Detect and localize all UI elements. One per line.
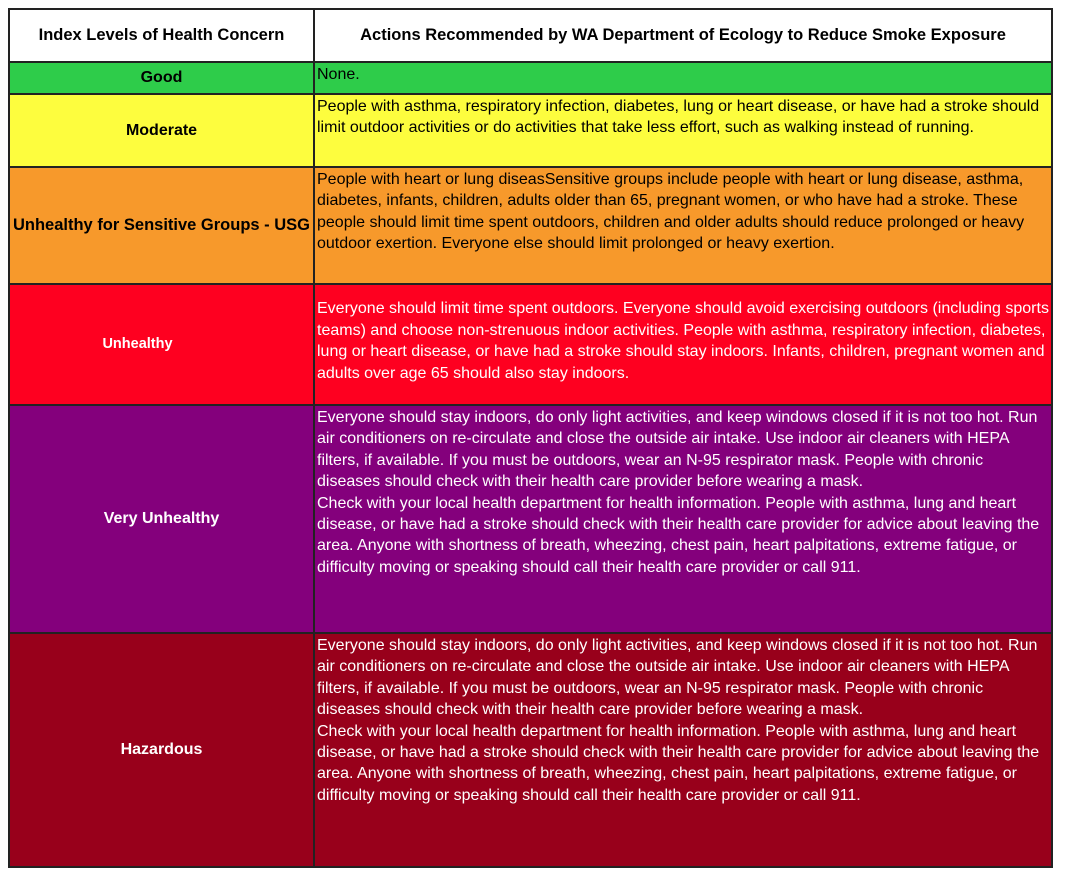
actions-cell [314,405,1052,633]
action-text: None. [317,66,360,83]
level-label: Moderate [125,121,198,139]
level-label: Unhealthy [102,336,173,353]
row-unhealthy [9,284,1052,405]
level-cell [9,62,314,94]
row-good [9,62,1052,94]
level-cell [9,284,314,405]
action-text: People with asthma, respiratory infection, diabetes, lung or heart disease, or have had a stroke should limit outdoor activities or do activities that take less effort, such as walking instead of running. [317,98,1040,137]
level-label: Unhealthy for Sensitive Groups - USG [12,215,311,234]
level-label: Hazardous [120,741,203,759]
action-text: Check with your local health department for health information. People with asthma, lung and heart disease, or have had a stroke should check with their health care provider for advice about leaving the area. Anyone with shortness of breath, wheezing, chest pain, heart palpitations, extreme fatigue, or difficulty moving or speaking should call their health care provider or call 911. [317,494,1040,576]
action-text: Everyone should stay indoors, do only light activities, and keep windows closed if it is not too hot. Run air conditioners on re-circulate and close the outside air intake. Use indoor air cleaners with HEPA filters, if available. If you must be outdoors, wear an N-95 respirator mask. People with chronic diseases should check with their health care provider before wearing a mask. [317,409,1038,491]
level-cell [9,167,314,284]
action-text: Check with your local health department for health information. People with asthma, lung and heart disease, or have had a stroke should check with their health care provider for advice about leaving the area. Anyone with shortness of breath, wheezing, chest pain, heart palpitations, extreme fatigue, or difficulty moving or speaking should call their health care provider or call 911. [317,722,1040,804]
actions-cell [314,633,1052,867]
actions-cell [314,284,1052,405]
level-cell [9,633,314,867]
row-moderate [9,94,1052,167]
level-label: Good [140,69,183,87]
row-usg [9,167,1052,284]
row-very-unhealthy [9,405,1052,633]
header-index-levels: Index Levels of Health Concern [9,9,314,62]
actions-cell [314,94,1052,167]
actions-cell [314,167,1052,284]
action-text: People with heart or lung diseasSensitive groups include people with heart or lung disease, asthma, diabetes, infants, children, adults older than 65, pregnant women, or who have had a stroke. These people should limit time spent outdoors, children and older adults should reduce prolonged or heavy outdoor exertion. Everyone else should limit prolonged or heavy exertion. [317,171,1025,253]
action-text: Everyone should stay indoors, do only light activities, and keep windows closed if it is not too hot. Run air conditioners on re-circulate and close the outside air intake. Use indoor air cleaners with HEPA filters, if available. If you must be outdoors, wear an N-95 respirator mask. People with chronic diseases should check with their health care provider before wearing a mask. [317,637,1038,719]
row-hazardous [9,633,1052,867]
level-label: Very Unhealthy [103,510,220,528]
header-row [9,9,1052,62]
actions-cell [314,62,1052,94]
health-concern-table [8,8,1053,868]
action-text: Everyone should limit time spent outdoors. Everyone should avoid exercising outdoors (including sports teams) and choose non-strenuous indoor activities. People with asthma, respiratory infection, diabetes, lung or heart disease, or have had a stroke should stay indoors. Infants, children, pregnant women and adults over age 65 should also stay indoors. [317,300,1049,382]
header-actions: Actions Recommended by WA Department of Ecology to Reduce Smoke Exposure [314,9,1052,62]
level-cell [9,94,314,167]
level-cell [9,405,314,633]
